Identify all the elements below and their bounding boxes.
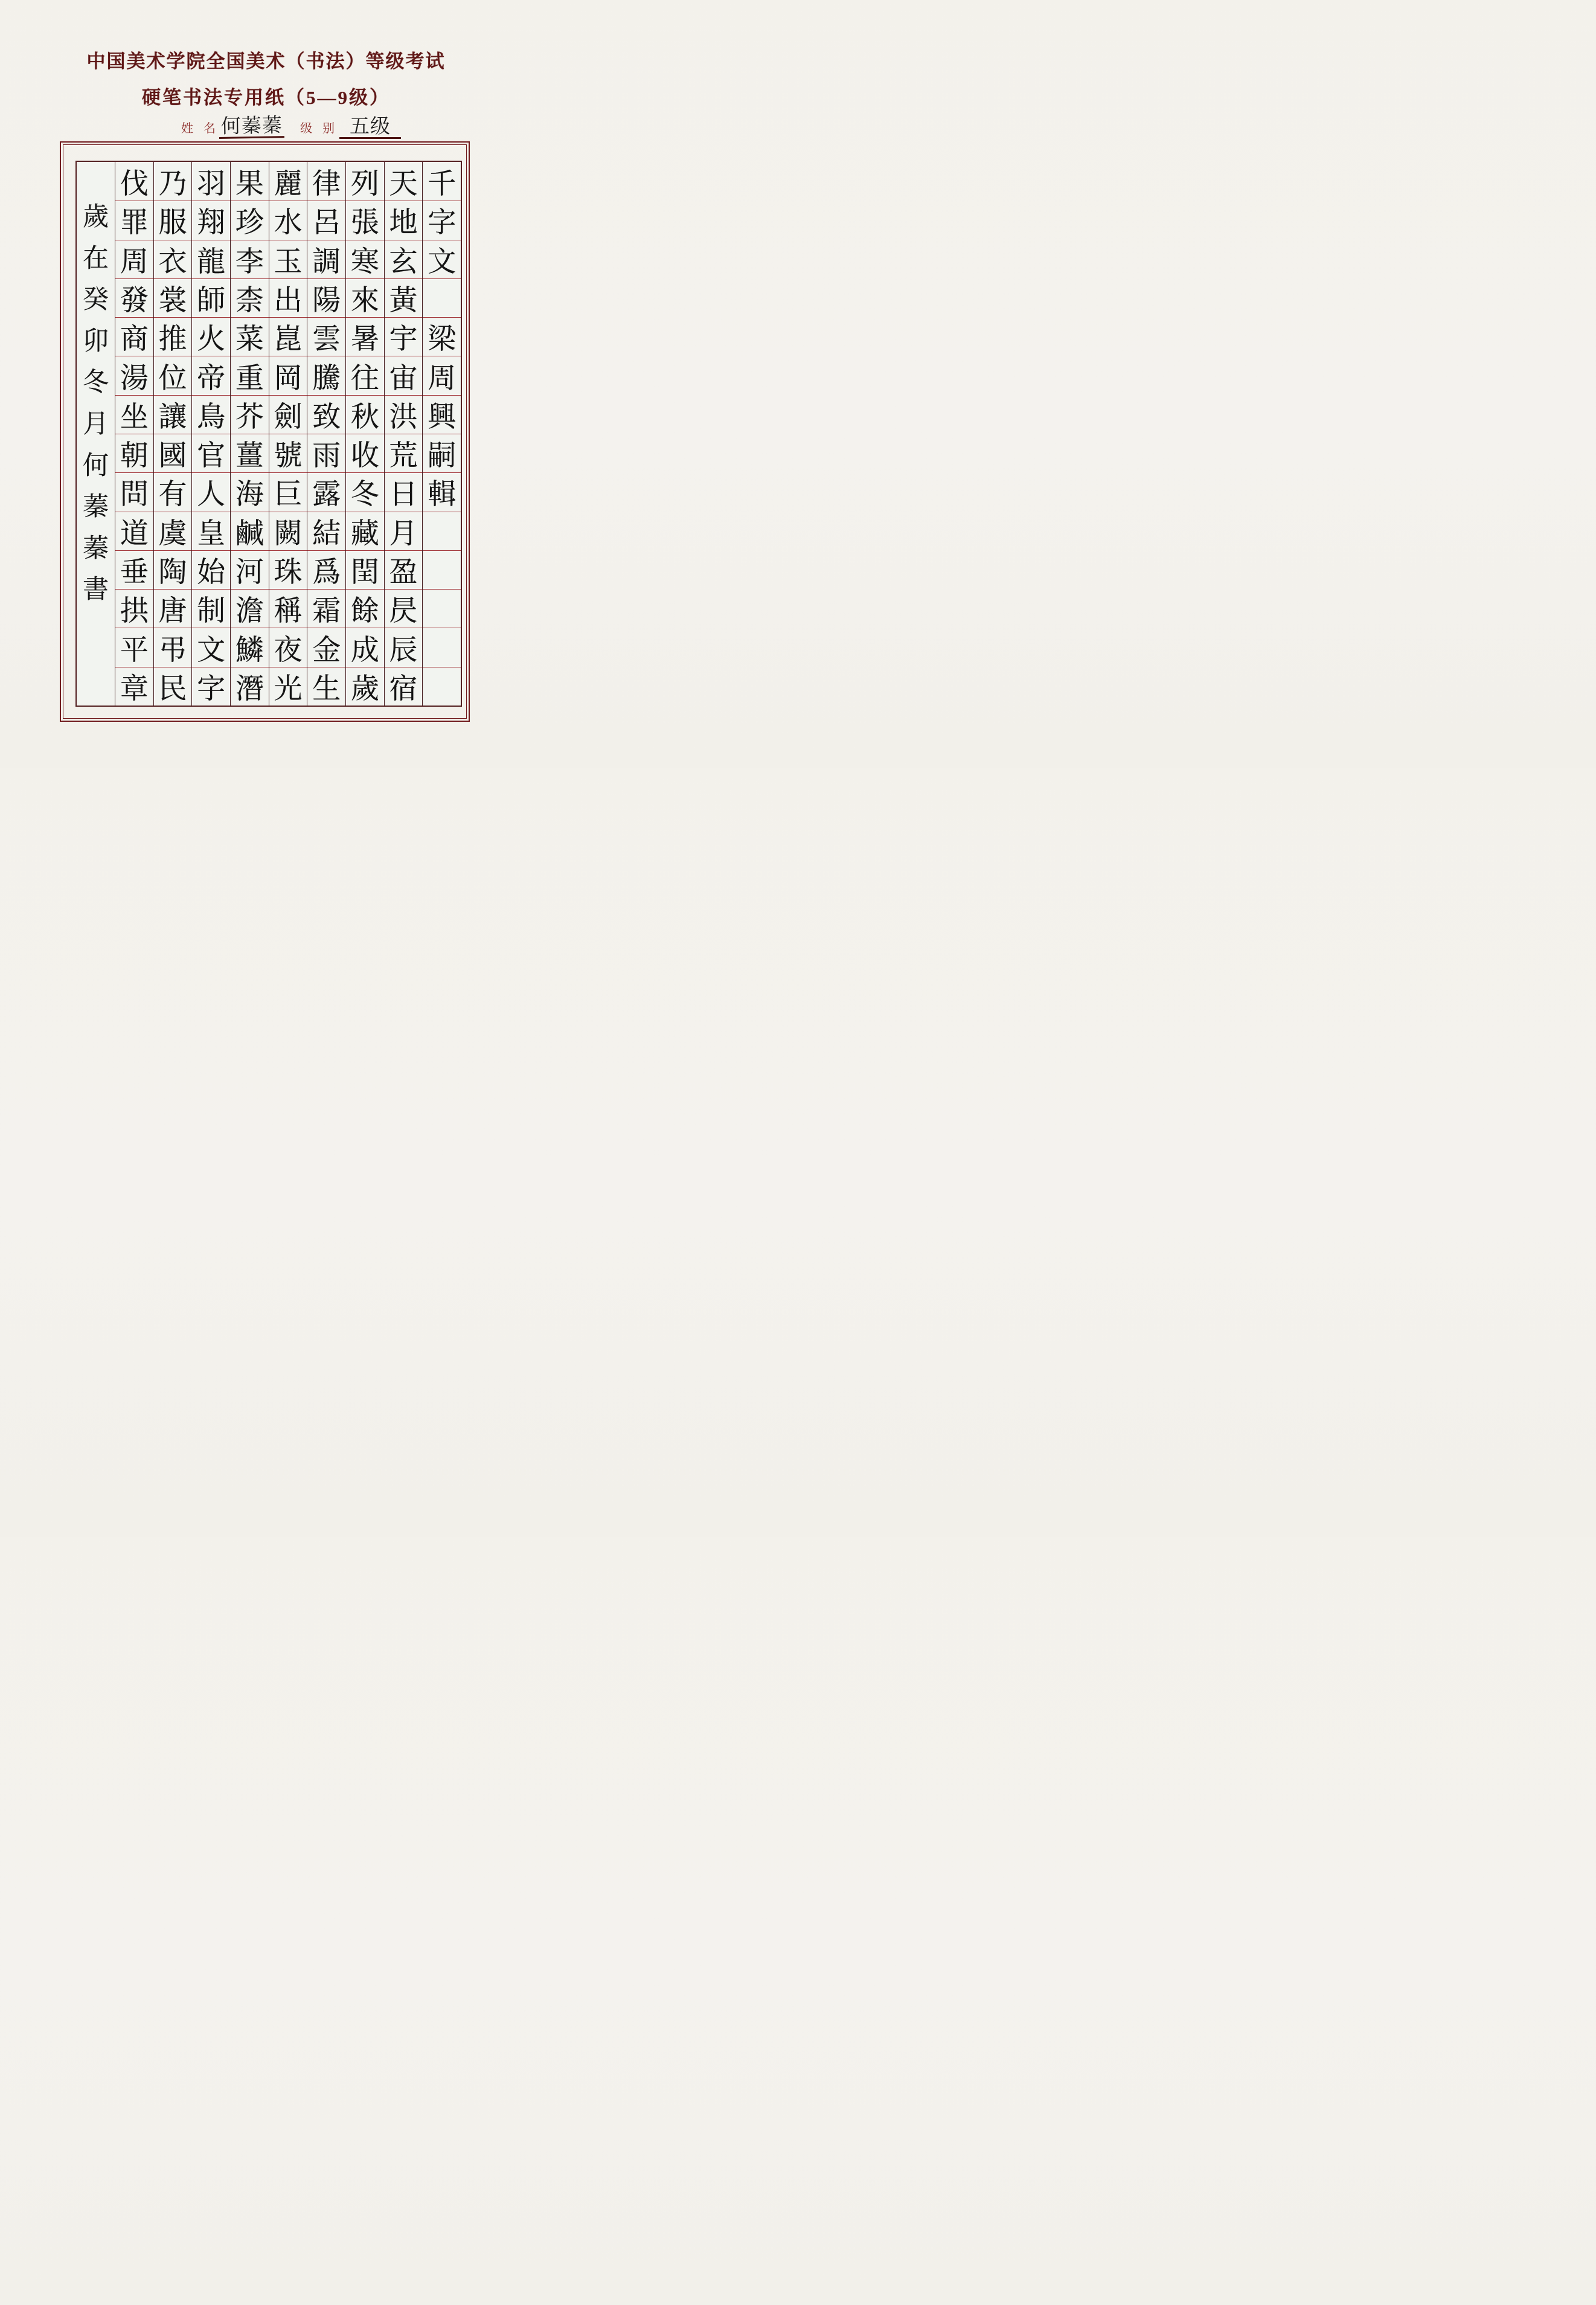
grid-cell: 調 [307, 240, 345, 278]
grid-cell: 荒 [385, 434, 423, 472]
grid-cell: 騰 [307, 356, 345, 394]
grid-cell: 玉 [269, 240, 307, 278]
grid-cell: 讓 [154, 395, 192, 434]
signature-character: 癸 [83, 285, 109, 315]
grid-cell: 巨 [269, 472, 307, 511]
grid-cell: 鱗 [231, 628, 269, 666]
grid-cell: 平 [115, 628, 153, 666]
grid-cell: 閏 [346, 550, 384, 589]
character-grid [75, 161, 462, 707]
grid-cell: 水 [269, 201, 307, 239]
grid-cell: 號 [269, 434, 307, 472]
grid-cell: 唐 [154, 589, 192, 628]
grid-cell: 羽 [197, 167, 226, 201]
signature-character: 歲 [83, 202, 109, 232]
grid-cell: 月 [385, 512, 423, 550]
grid-cell: 寒 [346, 240, 384, 278]
grid-cell-empty [423, 628, 461, 666]
grid-cell: 宙 [385, 356, 423, 394]
grid-cell: 盈 [385, 550, 423, 589]
grid-cell: 朝 [115, 434, 153, 472]
grid-cell: 宇 [385, 317, 423, 356]
grid-cell: 餘 [346, 589, 384, 628]
grid-cell: 章 [115, 667, 153, 706]
grid-cell: 推 [154, 317, 192, 356]
grid-cell: 文 [423, 240, 461, 278]
name-field-value: 何蓁蓁 [219, 115, 284, 139]
grid-cell: 爲 [307, 550, 345, 589]
grid-cell: 露 [307, 472, 345, 511]
grid-cell: 劍 [269, 395, 307, 434]
sheet-title-line2: 硬笔书法专用纸（5—9级） [142, 87, 390, 108]
grid-cell: 律 [312, 167, 341, 201]
grid-cell: 皇 [192, 512, 230, 550]
grid-cell: 伐 [120, 167, 149, 201]
signature-character: 冬 [83, 367, 109, 398]
grid-cell: 潛 [231, 667, 269, 706]
grid-cell: 結 [307, 512, 345, 550]
grid-cell: 火 [192, 317, 230, 356]
signature-character: 在 [83, 243, 109, 274]
grid-cell: 天 [389, 167, 418, 201]
grid-cell: 芥 [231, 395, 269, 434]
grid-cell: 洪 [385, 395, 423, 434]
grid-cell: 龍 [192, 240, 230, 278]
signature-character: 蓁 [83, 533, 109, 564]
grid-cell: 昃 [385, 589, 423, 628]
grid-cell: 坐 [115, 395, 153, 434]
grid-cell: 弔 [154, 628, 192, 666]
grid-cell: 興 [423, 395, 461, 434]
grid-cell: 岡 [269, 356, 307, 394]
grid-cell: 玄 [385, 240, 423, 278]
name-label: 姓 名 [181, 122, 219, 135]
grid-cell: 冬 [346, 472, 384, 511]
grid-cell: 始 [192, 550, 230, 589]
grid-cell: 闕 [269, 512, 307, 550]
grid-cell: 生 [307, 667, 345, 706]
grid-cell: 周 [115, 240, 153, 278]
grid-cell: 柰 [231, 278, 269, 317]
grid-cell: 辰 [385, 628, 423, 666]
grid-cell-empty [423, 278, 461, 317]
text-column [115, 162, 153, 706]
grid-cell: 麗 [274, 167, 303, 201]
grid-cell: 收 [346, 434, 384, 472]
grid-cell: 鹹 [231, 512, 269, 550]
level-field-value: 五级 [339, 116, 401, 139]
level-label: 级 别 [300, 122, 338, 135]
grid-cell: 河 [231, 550, 269, 589]
grid-cell: 陶 [154, 550, 192, 589]
grid-cell: 霜 [307, 589, 345, 628]
grid-cell: 秋 [346, 395, 384, 434]
grid-cell: 字 [192, 667, 230, 706]
grid-cell: 位 [154, 356, 192, 394]
grid-cell: 周 [423, 356, 461, 394]
signature-character: 蓁 [83, 492, 109, 522]
signature-character: 卯 [83, 326, 109, 356]
signature-column [77, 162, 115, 706]
grid-cell: 罪 [115, 201, 153, 239]
signature-character: 何 [83, 450, 109, 481]
grid-cell: 民 [154, 667, 192, 706]
grid-cell: 帝 [192, 356, 230, 394]
grid-cell: 千 [428, 167, 457, 201]
grid-cell: 陽 [307, 278, 345, 317]
grid-cell: 來 [346, 278, 384, 317]
grid-cell: 制 [192, 589, 230, 628]
grid-cell: 出 [269, 278, 307, 317]
grid-cell: 果 [235, 167, 264, 201]
signature-character: 月 [83, 408, 109, 439]
grid-cell: 師 [192, 278, 230, 317]
grid-cell: 稱 [269, 589, 307, 628]
grid-cell: 重 [231, 356, 269, 394]
grid-cell: 官 [192, 434, 230, 472]
grid-cell: 李 [231, 240, 269, 278]
grid-cell-empty [423, 589, 461, 628]
signature-character: 書 [83, 574, 109, 605]
grid-cell: 澹 [231, 589, 269, 628]
grid-cell-empty [423, 512, 461, 550]
text-column [307, 162, 345, 706]
grid-cell: 梁 [423, 317, 461, 356]
grid-cell: 致 [307, 395, 345, 434]
grid-cell: 發 [115, 278, 153, 317]
grid-cell: 暑 [346, 317, 384, 356]
grid-cell: 問 [115, 472, 153, 511]
grid-cell: 成 [346, 628, 384, 666]
grid-cell: 光 [269, 667, 307, 706]
grid-cell: 菜 [231, 317, 269, 356]
grid-cell: 道 [115, 512, 153, 550]
grid-cell: 字 [423, 201, 461, 239]
grid-cell: 歲 [346, 667, 384, 706]
grid-cell: 列 [350, 167, 379, 201]
grid-cell: 珍 [231, 201, 269, 239]
grid-cell: 雲 [307, 317, 345, 356]
grid-cell: 衣 [154, 240, 192, 278]
grid-cell: 崑 [269, 317, 307, 356]
grid-cell-empty [423, 667, 461, 706]
grid-cell-empty [423, 550, 461, 589]
text-column [422, 162, 461, 706]
grid-cell: 地 [385, 201, 423, 239]
grid-cell: 宿 [385, 667, 423, 706]
text-column [230, 162, 269, 706]
grid-cell: 黃 [385, 278, 423, 317]
grid-cell: 服 [154, 201, 192, 239]
grid-cell: 薑 [231, 434, 269, 472]
grid-cell: 拱 [115, 589, 153, 628]
grid-cell: 夜 [269, 628, 307, 666]
grid-cell: 張 [346, 201, 384, 239]
grid-cell: 翔 [192, 201, 230, 239]
grid-cell: 藏 [346, 512, 384, 550]
grid-cell: 呂 [307, 201, 345, 239]
text-column [384, 162, 423, 706]
grid-cell: 金 [307, 628, 345, 666]
grid-cell: 雨 [307, 434, 345, 472]
text-column [191, 162, 230, 706]
grid-cell: 文 [192, 628, 230, 666]
grid-cell: 國 [154, 434, 192, 472]
text-column [153, 162, 192, 706]
sheet-title-line1: 中国美术学院全国美术（书法）等级考试 [86, 51, 446, 72]
grid-cell: 海 [231, 472, 269, 511]
text-column [269, 162, 307, 706]
grid-cell: 乃 [158, 167, 187, 201]
grid-cell: 日 [385, 472, 423, 511]
grid-cell: 鳥 [192, 395, 230, 434]
grid-cell: 輯 [423, 472, 461, 511]
name-level-row [181, 114, 401, 139]
text-column [345, 162, 384, 706]
grid-cell: 有 [154, 472, 192, 511]
grid-cell: 湯 [115, 356, 153, 394]
grid-cell: 垂 [115, 550, 153, 589]
grid-cell: 裳 [154, 278, 192, 317]
grid-cell: 珠 [269, 550, 307, 589]
grid-cell: 往 [346, 356, 384, 394]
grid-cell: 商 [115, 317, 153, 356]
grid-cell: 虞 [154, 512, 192, 550]
grid-cell: 嗣 [423, 434, 461, 472]
grid-cell: 人 [192, 472, 230, 511]
